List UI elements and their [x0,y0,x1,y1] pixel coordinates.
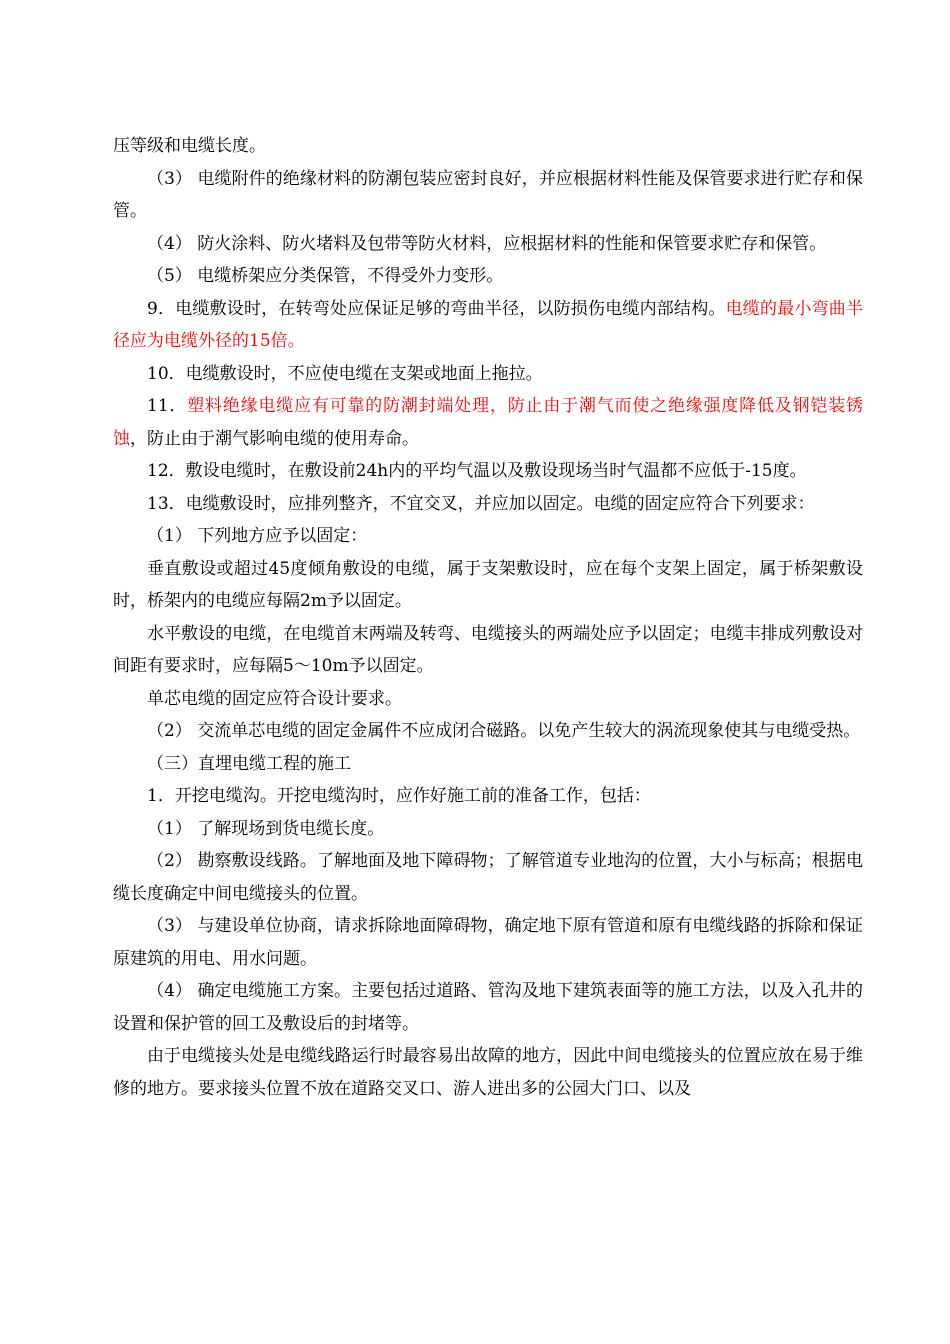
text-run: 垂直敷设或超过45度倾角敷设的电缆，属于支架敷设时，应在每个支架上固定，属于桥架敷设时，桥架内的电缆应每隔2m予以固定。 [113,558,863,611]
text-run: 1．开挖电缆沟。开挖电缆沟时，应作好施工前的准备工作，包括： [147,786,651,806]
text-run: 10．电缆敷设时，不应使电缆在支架或地面上拖拉。 [147,363,543,384]
paragraph [113,488,863,521]
paragraph [113,390,863,455]
paragraph [113,683,863,716]
highlighted-text: 塑料绝缘电缆应有可靠的防潮封端处理，防止由于潮气而使之绝缘强度降低及钢铠装锈蚀 [113,396,863,449]
text-run: 12．敷设电缆时，在敷设前24h内的平均气温以及敷设现场当时气温都不应低于-15度。 [147,461,807,481]
document-body [113,130,863,1105]
text-run: （2） 交流单芯电缆的固定金属件不应成闭合磁路。以免产生较大的涡流现象使其与电缆受热。 [147,721,861,741]
text-run: 压等级和电缆长度。 [113,136,266,156]
text-run: 单芯电缆的固定应符合设计要求。 [147,688,402,709]
paragraph [113,520,863,553]
paragraph [113,618,863,683]
paragraph [113,715,863,748]
text-run: （1） 下列地方应予以固定： [147,526,368,546]
paragraph [113,228,863,261]
paragraph [113,260,863,293]
paragraph [113,163,863,228]
text-run: （4） 确定电缆施工方案。主要包括过道路、管沟及地下建筑表面等的施工方法，以及入孔井的设置和保护管的回工及敷设后的封堵等。 [113,981,863,1034]
paragraph [113,293,863,358]
paragraph [113,455,863,488]
text-run: 11． [147,396,188,416]
paragraph [113,975,863,1040]
paragraph [113,748,863,781]
paragraph [113,813,863,846]
text-run: （2） 勘察敷设线路。了解地面及地下障碍物；了解管道专业地沟的位置，大小与标高；根据电缆长度确定中间电缆接头的位置。 [113,851,863,904]
paragraph [113,358,863,391]
text-run: （三）直埋电缆工程的施工 [147,753,351,774]
text-run: 水平敷设的电缆，在电缆首末两端及转弯、电缆接头的两端处应予以固定；电缆丰排成列敷设对间距有要求时，应每隔5～10m予以固定。 [113,623,863,676]
paragraph [113,130,863,163]
paragraph [113,1040,863,1105]
text-run: （3） 电缆附件的绝缘材料的防潮包装应密封良好，并应根据材料性能及保管要求进行贮存和保管。 [113,168,863,221]
paragraph [113,553,863,618]
text-run: （5） 电缆桥架应分类保管，不得受外力变形。 [147,266,504,286]
paragraph [113,910,863,975]
text-run: 由于电缆接头处是电缆线路运行时最容易出故障的地方，因此中间电缆接头的位置应放在易于维修的地方。要求接头位置不放在道路交叉口、游人进出多的公园大门口、以及 [113,1046,863,1099]
text-run: 13．电缆敷设时，应排列整齐，不宜交叉，并应加以固定。电缆的固定应符合下列要求： [147,493,815,514]
text-run: （1） 了解现场到货电缆长度。 [147,818,385,839]
paragraph [113,845,863,910]
text-run: （3） 与建设单位协商，请求拆除地面障碍物，确定地下原有管道和原有电缆线路的拆除和保证原建筑的用电、用水问题。 [113,916,863,969]
text-run: ，防止由于潮气影响电缆的使用寿命。 [130,428,419,449]
text-run: 9．电缆敷设时，在转弯处应保证足够的弯曲半径，以防损伤电缆内部结构。 [147,298,726,319]
paragraph [113,780,863,813]
text-run: （4） 防火涂料、防火堵料及包带等防火材料，应根据材料的性能和保管要求贮存和保管。 [147,233,827,254]
highlighted-text: 电缆的最小弯曲半径应为电缆外径的15倍。 [113,298,863,351]
